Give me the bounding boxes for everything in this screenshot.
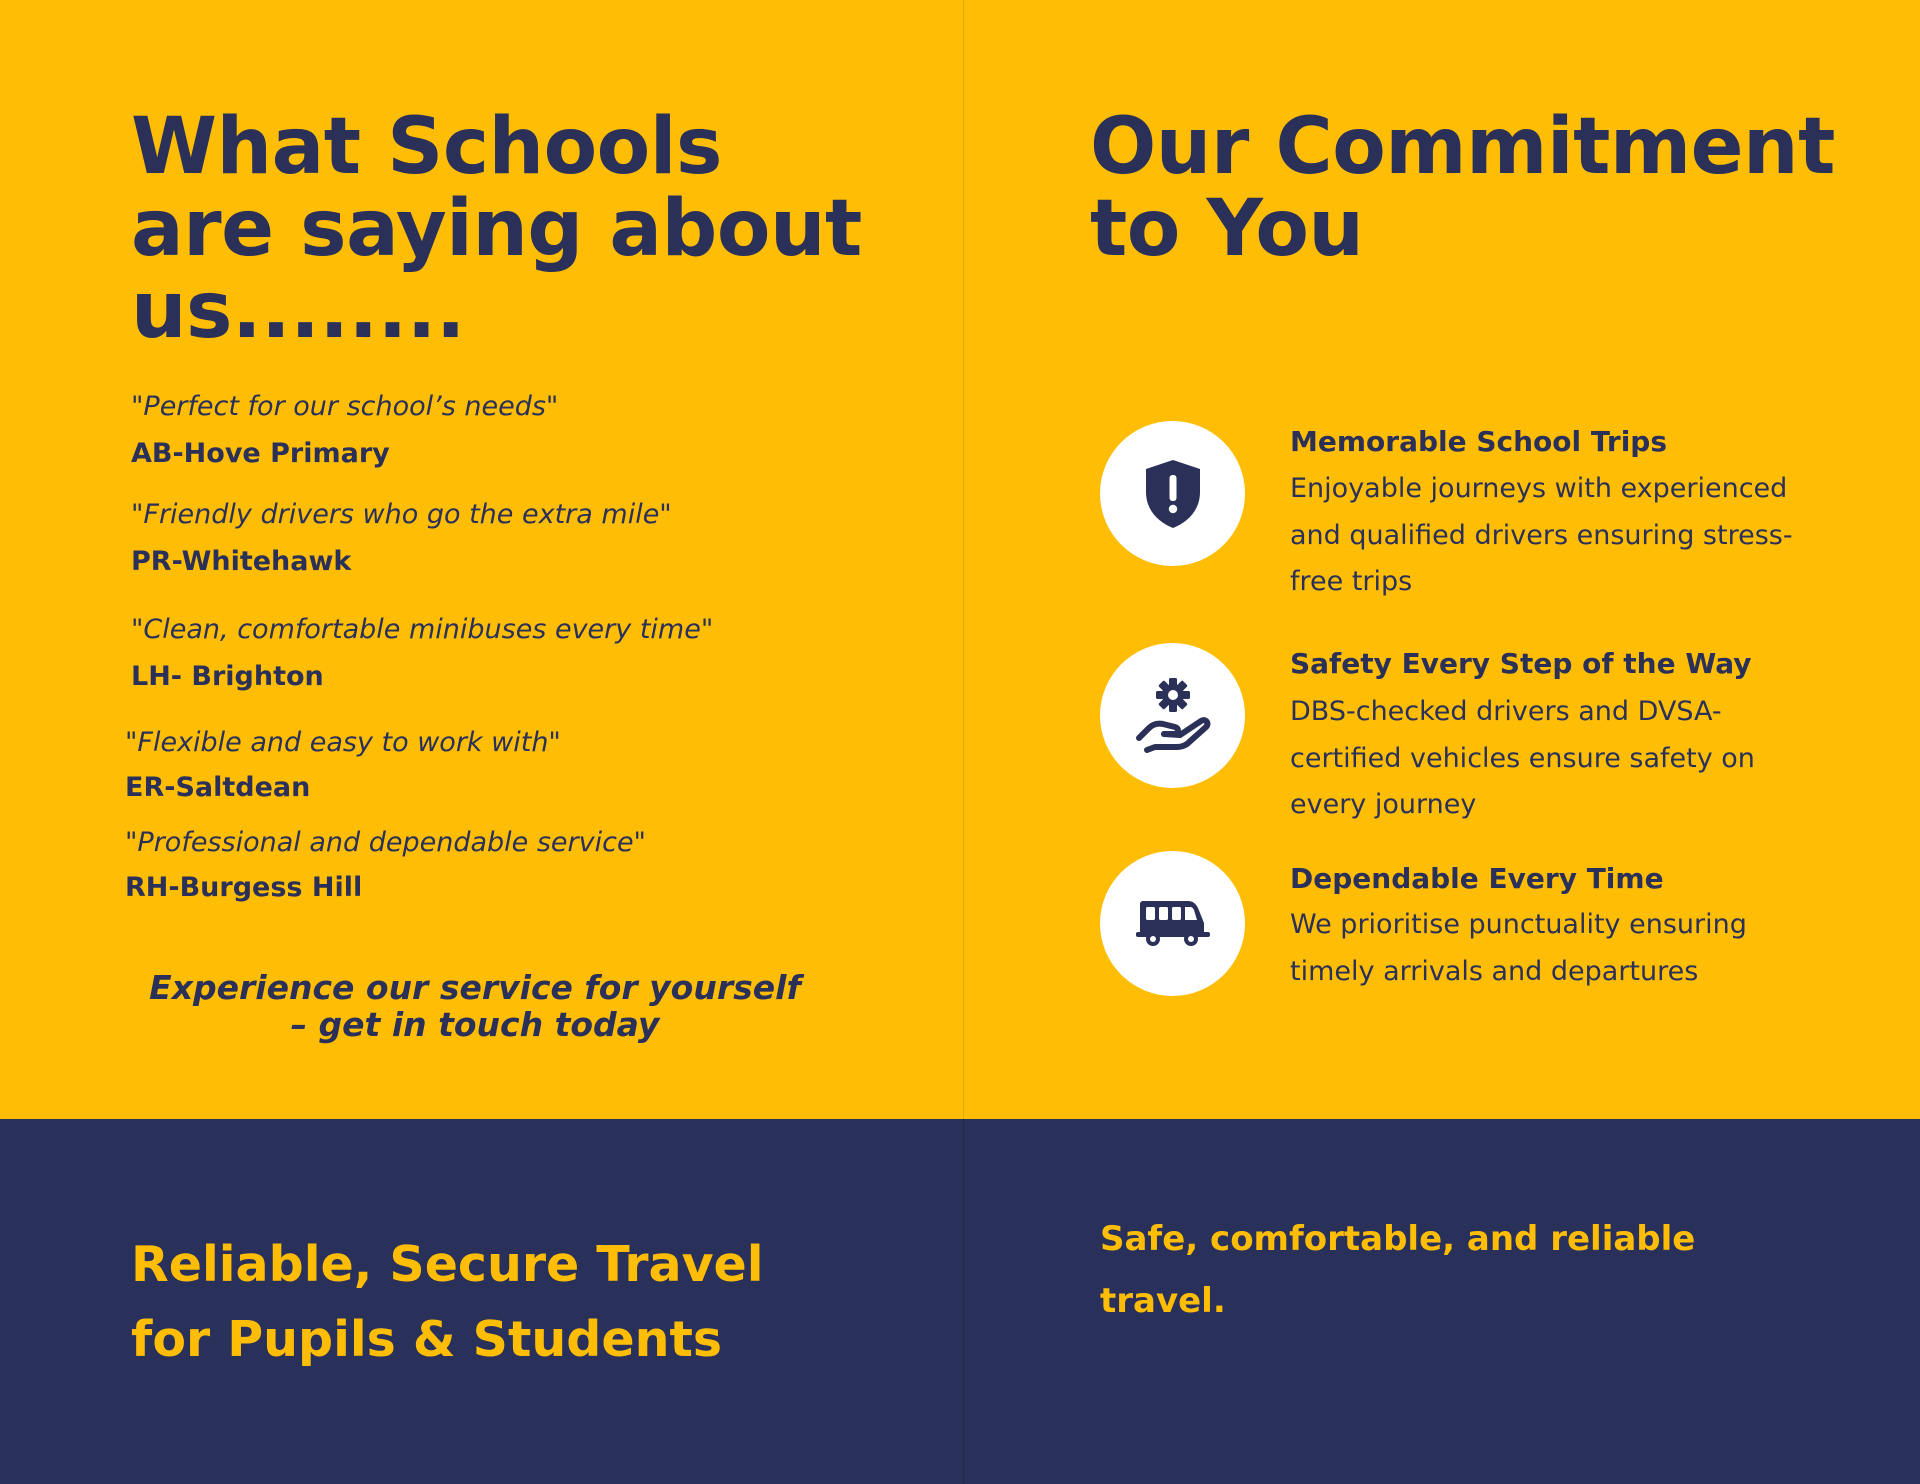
feature-icon-circle	[1100, 643, 1245, 788]
testimonial-quote: "Flexible and easy to work with"	[125, 727, 561, 758]
minibus-icon	[1136, 899, 1210, 949]
feature-icon-circle	[1100, 851, 1245, 996]
banner-tagline-line-1: Reliable, Secure Travel	[131, 1236, 764, 1293]
testimonial-school: LH- Brighton	[131, 661, 324, 692]
shield-alert-icon	[1142, 458, 1204, 530]
feature-description: DBS-checked drivers and DVSA-certified vehicles ensure safety on every journey	[1290, 696, 1755, 820]
banner-subtagline-line-2: travel.	[1100, 1281, 1226, 1321]
banner-tagline	[131, 1227, 851, 1377]
testimonial-school: ER-Saltdean	[125, 772, 311, 803]
hand-gear-icon	[1133, 676, 1213, 756]
feature-icon-circle	[1100, 421, 1245, 566]
testimonial-school: AB-Hove Primary	[131, 438, 390, 469]
testimonial-quote: "Clean, comfortable minibuses every time"	[131, 614, 714, 645]
testimonial-quote: "Friendly drivers who go the extra mile"	[131, 499, 672, 530]
testimonials-heading: What Schools are saying about us........	[131, 102, 862, 356]
banner-subtagline-line-1: Safe, comfortable, and reliable	[1100, 1219, 1696, 1259]
feature-description: Enjoyable journeys with experienced and qualified drivers ensuring stress-free trips	[1290, 473, 1793, 597]
cta-line-1: Experience our service for yourself	[149, 968, 801, 1007]
call-to-action	[118, 969, 832, 1043]
banner-subtagline	[1100, 1208, 1720, 1332]
banner-tagline-line-2: for Pupils & Students	[131, 1311, 723, 1368]
cta-line-2: – get in touch today	[290, 1005, 660, 1044]
feature-title: Memorable School Trips	[1290, 425, 1668, 458]
feature-title: Safety Every Step of the Way	[1290, 647, 1752, 680]
testimonial-school: PR-Whitehawk	[131, 546, 352, 577]
feature-title: Dependable Every Time	[1290, 862, 1664, 895]
commitment-heading: Our Commitment to You	[1090, 102, 1835, 274]
fold-line	[963, 0, 964, 1484]
testimonial-quote: "Professional and dependable service"	[125, 827, 646, 858]
testimonial-quote: "Perfect for our school’s needs"	[131, 391, 559, 422]
feature-description: We prioritise punctuality ensuring timely arrivals and departures	[1290, 909, 1747, 987]
testimonial-school: RH-Burgess Hill	[125, 872, 363, 903]
